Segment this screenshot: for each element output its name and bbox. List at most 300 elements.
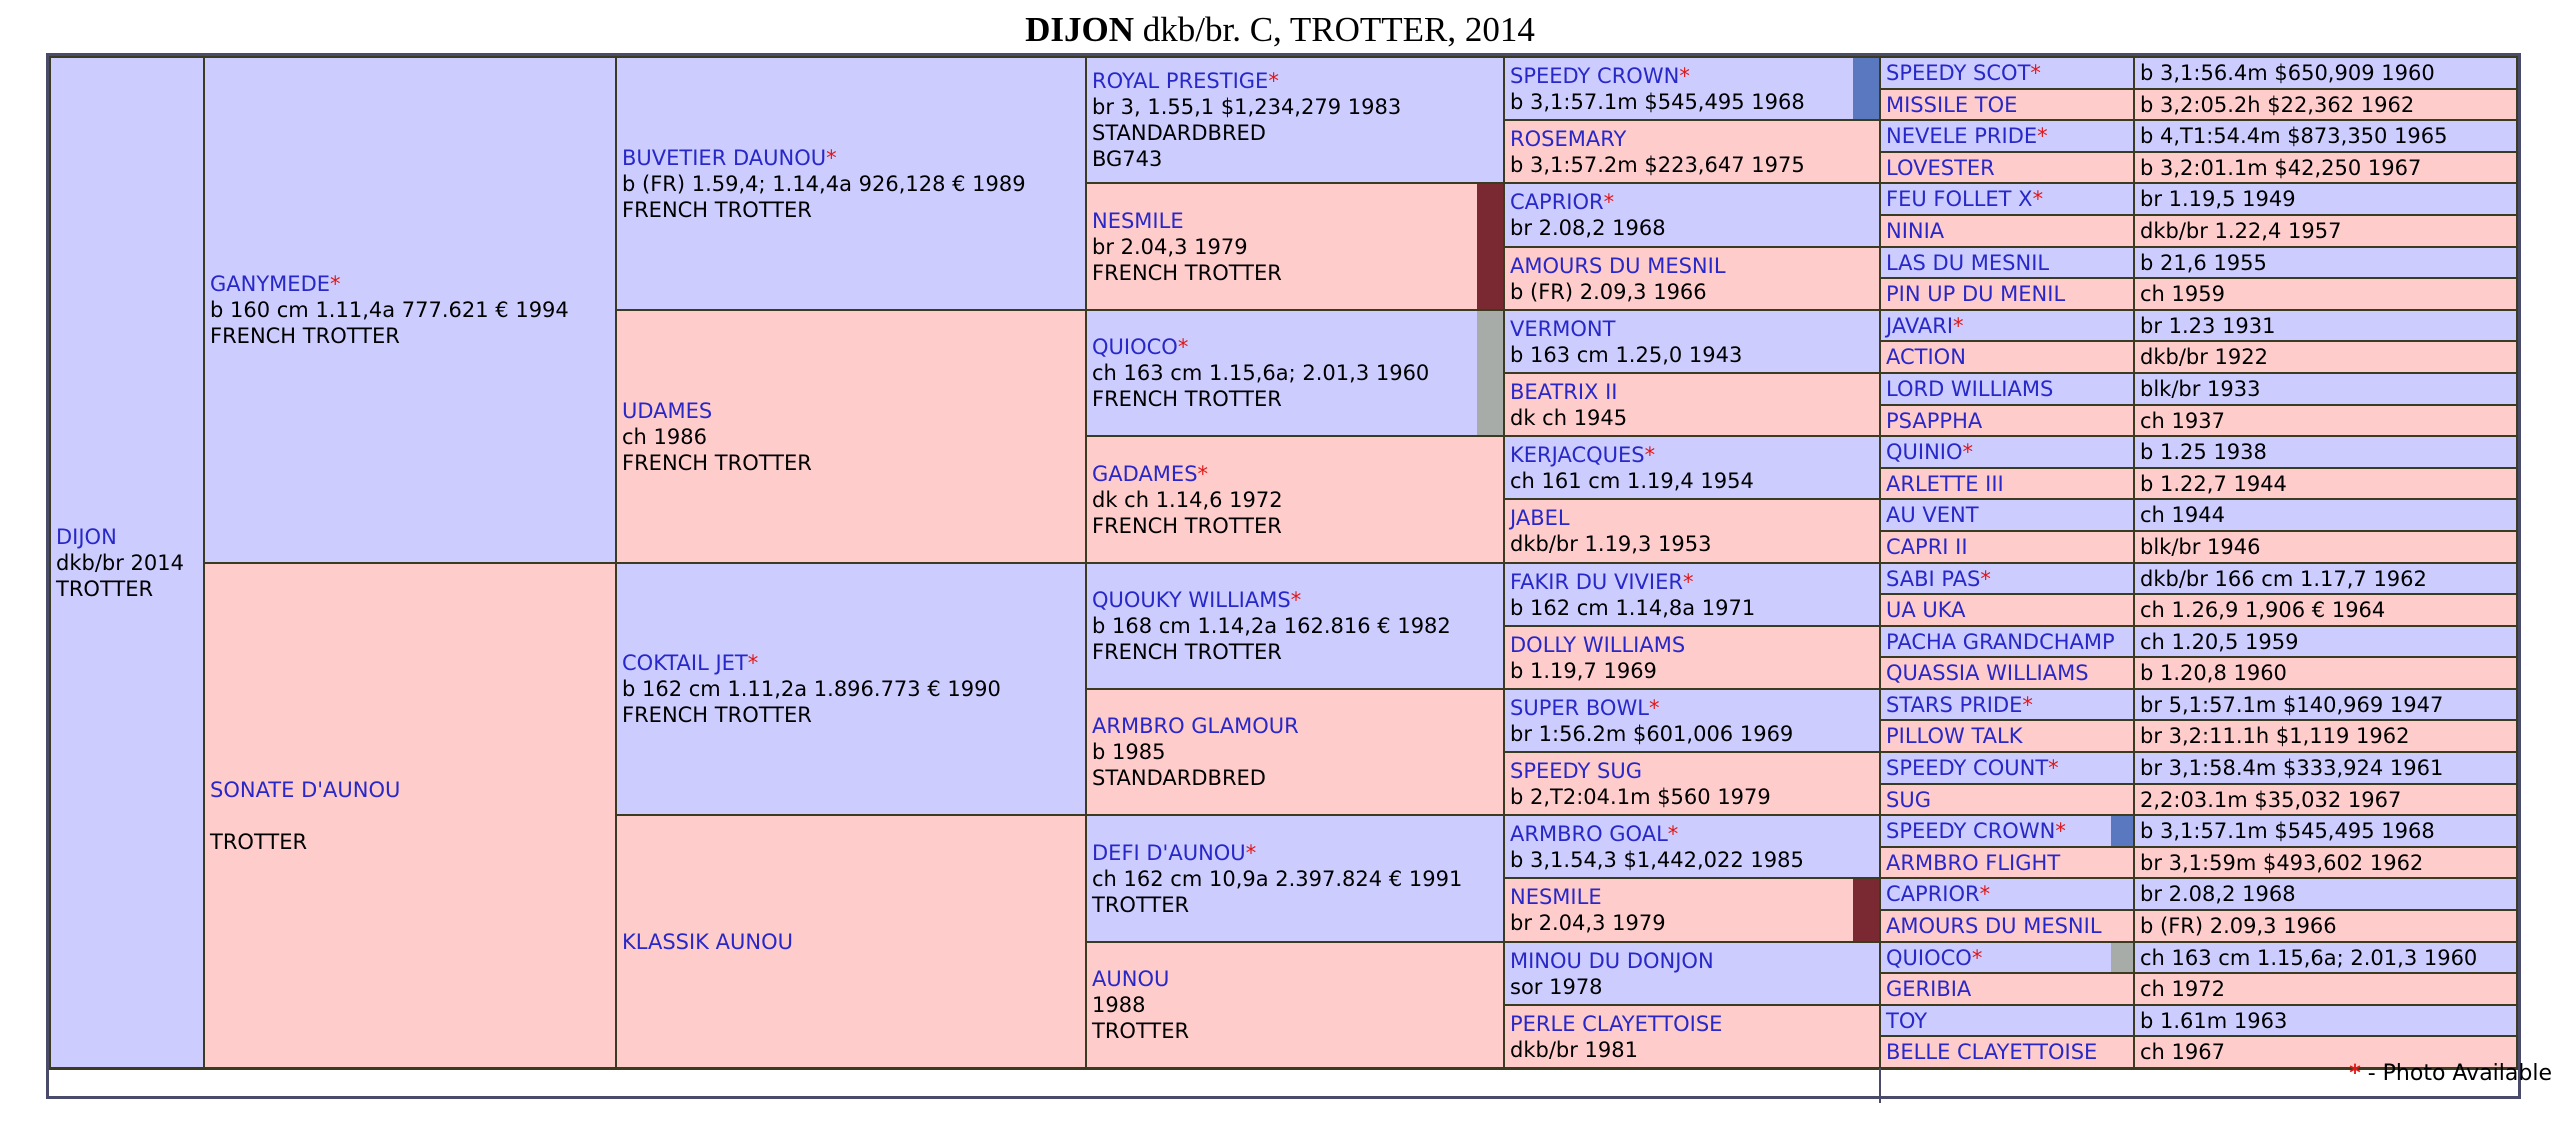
- gen5-cell: [1503, 1004, 1881, 1069]
- horse-detail-line: br 3, 1.55,1 $1,234,279 1983: [1092, 95, 1402, 119]
- horse-name-link[interactable]: QUIOCO: [1092, 335, 1178, 359]
- horse-detail-line: b 3,2:01.1m $42,250 1967: [2140, 155, 2422, 180]
- horse-entry: [1886, 250, 2129, 276]
- horse-name-line: [1886, 60, 2129, 86]
- horse-name-link[interactable]: FAKIR DU VIVIER: [1510, 569, 1683, 594]
- horse-name-link[interactable]: BUVETIER DAUNOU: [622, 145, 827, 170]
- horse-name-line: [1886, 976, 2129, 1002]
- horse-detail-line: TROTTER: [1092, 1019, 1190, 1043]
- horse-name-line: [1886, 818, 2129, 844]
- horse-name-link[interactable]: LORD WILLIAMS: [1886, 377, 2054, 401]
- horse-name-link[interactable]: LAS DU MESNIL: [1886, 250, 2050, 275]
- horse-name-line: [1886, 597, 2129, 623]
- horse-entry: [1510, 253, 1875, 305]
- horse-detail-line: b 3,1:56.4m $650,909 1960: [2140, 61, 2435, 85]
- horse-detail-line: b (FR) 1.59,4; 1.14,4a 926,128 € 1989: [622, 171, 1026, 196]
- gen6-name-cell: [1879, 941, 2135, 974]
- horse-entry: [1092, 966, 1499, 1044]
- horse-name-link[interactable]: GADAMES: [1092, 461, 1198, 486]
- gen6-name-cell: [1879, 467, 2135, 500]
- horse-detail-line: dkb/br 1922: [2140, 345, 2268, 369]
- horse-entry: [622, 398, 1081, 476]
- horse-entry: [2140, 471, 2512, 497]
- gen6-info-cell: [2133, 593, 2518, 627]
- horse-detail-line: b 160 cm 1.11,4a 777.621 € 1994: [210, 298, 569, 322]
- photo-star-icon: *: [826, 145, 837, 170]
- horse-entry: [2140, 723, 2512, 749]
- gen5-cell: [1503, 877, 1881, 943]
- horse-entry: [2140, 692, 2512, 718]
- gen6-name-cell: [1879, 214, 2135, 248]
- horse-entry: [2140, 566, 2512, 592]
- gen4-cell: [1085, 309, 1505, 437]
- horse-entry: [2140, 881, 2512, 907]
- horse-detail-line: BG743: [1092, 147, 1163, 171]
- horse-name-line: [1886, 566, 2129, 592]
- photo-legend-label: - Photo Available: [2360, 1061, 2552, 1086]
- horse-name-line: [1510, 569, 1875, 595]
- horse-entry: [1510, 632, 1875, 684]
- horse-detail-line: b 1.22,7 1944: [2140, 471, 2287, 496]
- horse-name-link[interactable]: NESMILE: [1092, 208, 1184, 233]
- horse-name-link[interactable]: VERMONT: [1510, 316, 1616, 341]
- horse-detail-line: dkb/br 2014: [56, 550, 184, 575]
- horse-name-link[interactable]: PACHA GRANDCHAMP: [1886, 629, 2115, 654]
- horse-entry: [1886, 1008, 2129, 1034]
- horse-entry: [1886, 976, 2129, 1002]
- horse-detail-line: b 1985: [1092, 740, 1166, 764]
- horse-name-link[interactable]: STARS PRIDE: [1886, 692, 2023, 717]
- horse-entry: [1886, 123, 2129, 149]
- horse-name-link[interactable]: NEVELE PRIDE: [1886, 124, 2038, 148]
- gen5-cell: [1503, 182, 1881, 248]
- horse-entry: [1886, 723, 2129, 749]
- horse-detail-line: ch 1967: [2140, 1040, 2225, 1064]
- horse-detail-line: br 1.23 1931: [2140, 313, 2276, 338]
- horse-name-line: [1510, 758, 1875, 784]
- horse-entry: [2140, 281, 2512, 307]
- photo-star-icon: *: [1644, 442, 1656, 467]
- gen6-name-cell: [1879, 688, 2135, 721]
- horse-detail-line: [210, 803, 611, 829]
- horse-entry: [2140, 155, 2512, 181]
- horse-entry: [1510, 505, 1875, 557]
- photo-star-icon: *: [1603, 190, 1615, 214]
- horse-entry: [2140, 1008, 2512, 1034]
- gen4-cell: [1085, 56, 1505, 184]
- horse-name-link[interactable]: ROYAL PRESTIGE: [1092, 69, 1269, 93]
- horse-name-line: [1886, 913, 2129, 939]
- horse-detail-line: br 5,1:57.1m $140,969 1947: [2140, 692, 2444, 717]
- horse-detail-line: br 2.08,2 1968: [1510, 216, 1666, 240]
- horse-name-link[interactable]: AMOURS DU MESNIL: [1510, 253, 1726, 278]
- photo-star-icon: *: [2048, 756, 2059, 780]
- photo-star-icon: *: [1962, 440, 1974, 464]
- gen6-info-cell: [2133, 151, 2518, 184]
- horse-name-line: [1886, 218, 2129, 244]
- horse-entry: [1510, 948, 1875, 1000]
- gen6-name-cell: [1879, 656, 2135, 690]
- horse-name-line: [1886, 534, 2129, 560]
- gen6-name-cell: [1879, 309, 2135, 342]
- horse-name-link[interactable]: PIN UP DU MENIL: [1886, 282, 2066, 306]
- gen5-cell: [1503, 56, 1881, 121]
- horse-detail-line: ch 1.26,9 1,906 € 1964: [2140, 598, 2386, 622]
- horse-name-link[interactable]: SPEEDY CROWN: [1886, 819, 2056, 843]
- gen6-name-cell: [1879, 751, 2135, 785]
- horse-detail-line: ch 162 cm 10,9a 2.397.824 € 1991: [1092, 866, 1463, 891]
- gen2-cell: [203, 562, 617, 1069]
- horse-name-line: [1886, 250, 2129, 276]
- horse-name-link[interactable]: ARLETTE III: [1886, 471, 2004, 496]
- horse-entry: [1886, 629, 2129, 655]
- horse-name-link[interactable]: KERJACQUES: [1510, 442, 1645, 467]
- horse-entry: [1510, 1011, 1875, 1063]
- horse-name-line: [1092, 334, 1499, 360]
- gen5-cell: [1503, 309, 1881, 374]
- horse-entry: [56, 524, 199, 602]
- horse-name-link[interactable]: QUASSIA WILLIAMS: [1886, 661, 2089, 685]
- horse-detail-line: ch 163 cm 1.15,6a; 2.01,3 1960: [2140, 945, 2478, 970]
- horse-name-link[interactable]: BELLE CLAYETTOISE: [1886, 1040, 2098, 1064]
- gen5-cell: [1503, 435, 1881, 500]
- gen4-cell: [1085, 182, 1505, 311]
- horse-name-link[interactable]: JABEL: [1510, 506, 1570, 530]
- gen5-cell: [1503, 688, 1881, 753]
- horse-detail-line: FRENCH TROTTER: [210, 324, 400, 348]
- horse-name-line: [1886, 502, 2129, 528]
- horse-detail-line: b 3,1:57.1m $545,495 1968: [2140, 819, 2435, 843]
- gen6-name-cell: [1879, 182, 2135, 216]
- horse-name-link[interactable]: ARMBRO GLAMOUR: [1092, 714, 1299, 738]
- horse-name-link[interactable]: SPEEDY CROWN: [1510, 63, 1680, 88]
- gen6-info-cell: [2133, 751, 2518, 785]
- page-title: [0, 8, 2560, 52]
- horse-entry: [2140, 913, 2512, 939]
- horse-entry: [2140, 439, 2512, 465]
- horse-name-line: [1510, 253, 1875, 279]
- gen6-info-cell: [2133, 1004, 2518, 1037]
- gen6-name-cell: [1879, 340, 2135, 374]
- horse-name-link[interactable]: SPEEDY SUG: [1510, 758, 1643, 783]
- horse-name-line: [1092, 840, 1499, 866]
- horse-detail-line: TROTTER: [210, 829, 308, 854]
- gen4-cell: [1085, 435, 1505, 564]
- title-horse-name: DIJON: [1025, 10, 1134, 49]
- horse-name-link[interactable]: KLASSIK AUNOU: [622, 929, 793, 954]
- horse-entry: [2140, 250, 2512, 276]
- horse-name-link[interactable]: SPEEDY COUNT: [1886, 756, 2049, 780]
- gen6-info-cell: [2133, 277, 2518, 311]
- horse-detail-line: br 3,1:58.4m $333,924 1961: [2140, 756, 2444, 780]
- horse-entry: [1886, 1039, 2129, 1065]
- horse-name-link[interactable]: NESMILE: [1510, 885, 1602, 909]
- horse-detail-line: b 3,1:57.2m $223,647 1975: [1510, 152, 1805, 177]
- horse-name-line: [622, 398, 1081, 424]
- gen6-name-cell: [1879, 593, 2135, 627]
- horse-detail-line: STANDARDBRED: [1092, 766, 1266, 790]
- horse-name-link[interactable]: PERLE CLAYETTOISE: [1510, 1011, 1723, 1036]
- pedigree-table: [46, 53, 2521, 1099]
- horse-entry: [1886, 502, 2129, 528]
- gen6-info-cell: [2133, 182, 2518, 216]
- horse-entry: [1886, 92, 2129, 118]
- gen6-name-cell: [1879, 277, 2135, 311]
- horse-name-link[interactable]: UDAMES: [622, 398, 713, 423]
- horse-name-line: [1510, 126, 1875, 152]
- horse-entry: [2140, 976, 2512, 1002]
- horse-name-link[interactable]: LOVESTER: [1886, 155, 1995, 180]
- horse-name-link[interactable]: DOLLY WILLIAMS: [1510, 632, 1686, 657]
- gen6-info-cell: [2133, 656, 2518, 690]
- horse-entry: [1886, 218, 2129, 244]
- horse-detail-line: ch 161 cm 1.19,4 1954: [1510, 468, 1754, 493]
- horse-name-line: [622, 145, 1081, 171]
- horse-name-line: [1886, 945, 2129, 971]
- horse-entry: [2140, 629, 2512, 655]
- gen6-name-cell: [1879, 625, 2135, 658]
- horse-name-line: [1886, 313, 2129, 339]
- horse-detail-line: FRENCH TROTTER: [622, 197, 812, 222]
- gen6-info-cell: [2133, 625, 2518, 658]
- photo-star-icon: *: [2032, 187, 2044, 211]
- horse-name-link[interactable]: CAPRI II: [1886, 535, 1968, 559]
- horse-detail-line: b 162 cm 1.11,2a 1.896.773 € 1990: [622, 677, 1001, 701]
- horse-detail-line: ch 163 cm 1.15,6a; 2.01,3 1960: [1092, 361, 1430, 385]
- horse-detail-line: br 3,1:59m $493,602 1962: [2140, 850, 2424, 875]
- gen2-cell: [203, 56, 617, 564]
- horse-entry: [2140, 787, 2512, 813]
- horse-entry: [2140, 92, 2512, 118]
- horse-name-link[interactable]: SONATE D'AUNOU: [210, 777, 401, 802]
- horse-detail-line: ch 1944: [2140, 503, 2225, 527]
- photo-star-icon: *: [2022, 692, 2033, 717]
- horse-entry: [2140, 534, 2512, 560]
- horse-name-link[interactable]: TOY: [1886, 1008, 1928, 1033]
- horse-name-link[interactable]: SPEEDY SCOT: [1886, 61, 2031, 85]
- horse-name-line: [1886, 281, 2129, 307]
- photo-star-icon: *: [1197, 461, 1209, 486]
- horse-name-link[interactable]: NINIA: [1886, 219, 1945, 243]
- horse-name-line: [1510, 821, 1875, 847]
- photo-star-icon: *: [2030, 61, 2041, 85]
- horse-name-link[interactable]: PSAPPHA: [1886, 408, 1983, 433]
- gen6-name-cell: [1879, 151, 2135, 184]
- horse-entry: [1092, 68, 1499, 172]
- photo-star-icon: *: [330, 272, 341, 296]
- horse-name-link[interactable]: DEFI D'AUNOU: [1092, 840, 1246, 865]
- horse-entry: [1886, 755, 2129, 781]
- horse-detail-line: b 21,6 1955: [2140, 250, 2267, 275]
- horse-detail-line: br 3,2:11.1h $1,119 1962: [2140, 724, 2410, 748]
- horse-detail-line: ch 1959: [2140, 282, 2225, 306]
- gen6-name-cell: [1879, 435, 2135, 469]
- horse-detail-line: br 2.04,3 1979: [1092, 234, 1248, 259]
- horse-detail-line: FRENCH TROTTER: [1092, 640, 1282, 664]
- horse-entry: [622, 929, 1081, 955]
- horse-name-link[interactable]: SUPER BOWL: [1510, 695, 1649, 720]
- horse-name-line: [1886, 186, 2129, 212]
- horse-name-link[interactable]: AUNOU: [1092, 967, 1170, 991]
- horse-name-link[interactable]: BEATRIX II: [1510, 379, 1618, 404]
- horse-name-line: [1886, 660, 2129, 686]
- horse-name-link[interactable]: SABI PAS: [1886, 566, 1981, 591]
- horse-name-link[interactable]: ACTION: [1886, 345, 1966, 369]
- horse-entry: [210, 271, 611, 349]
- horse-detail-line: dk ch 1.14,6 1972: [1092, 487, 1283, 512]
- horse-name-link[interactable]: ARMBRO FLIGHT: [1886, 850, 2061, 875]
- horse-name-line: [1886, 123, 2129, 149]
- horse-detail-line: b 2,T2:04.1m $560 1979: [1510, 784, 1771, 809]
- horse-entry: [2140, 313, 2512, 339]
- gen6-name-cell: [1879, 88, 2135, 121]
- horse-entry: [2140, 408, 2512, 434]
- horse-name-link[interactable]: FEU FOLLET X: [1886, 187, 2033, 211]
- photo-star-icon: *: [1682, 569, 1694, 594]
- gen5-cell: [1503, 562, 1881, 627]
- horse-name-line: [1510, 189, 1875, 215]
- gen6-name-cell: [1879, 1035, 2135, 1069]
- horse-detail-line: FRENCH TROTTER: [622, 703, 812, 727]
- horse-name-line: [1886, 723, 2129, 749]
- horse-name-line: [1886, 755, 2129, 781]
- horse-name-link[interactable]: DIJON: [56, 524, 117, 549]
- horse-name-link[interactable]: GERIBIA: [1886, 977, 1972, 1001]
- gen6-info-cell: [2133, 119, 2518, 153]
- horse-entry: [1510, 569, 1875, 621]
- horse-detail-line: ch 1937: [2140, 408, 2225, 433]
- horse-entry: [2140, 818, 2512, 844]
- horse-detail-line: dkb/br 166 cm 1.17,7 1962: [2140, 566, 2427, 591]
- gen6-info-cell: [2133, 941, 2518, 974]
- horse-entry: [1886, 913, 2129, 939]
- horse-entry: [1510, 821, 1875, 873]
- horse-entry: [1886, 660, 2129, 686]
- horse-name-line: [1886, 376, 2129, 402]
- horse-entry: [622, 650, 1081, 728]
- photo-star-icon: *: [2055, 819, 2066, 843]
- horse-detail-line: b 1.61m 1963: [2140, 1008, 2288, 1033]
- horse-detail-line: dk ch 1945: [1510, 405, 1628, 430]
- gen6-info-cell: [2133, 783, 2518, 816]
- photo-star-icon: *: [1268, 69, 1279, 93]
- gen6-info-cell: [2133, 372, 2518, 406]
- gen6-name-cell: [1879, 404, 2135, 437]
- horse-name-link[interactable]: AU VENT: [1886, 503, 1979, 527]
- gen6-name-cell: [1879, 909, 2135, 943]
- gen5-cell: [1503, 814, 1881, 879]
- horse-name-link[interactable]: SUG: [1886, 787, 1931, 812]
- photo-star-icon: *: [2349, 1061, 2361, 1086]
- gen5-cell: [1503, 751, 1881, 816]
- photo-star-icon: *: [1679, 63, 1690, 88]
- horse-name-line: [1092, 587, 1499, 613]
- horse-detail-line: br 2.04,3 1979: [1510, 911, 1666, 935]
- horse-name-line: [1092, 713, 1499, 739]
- horse-name-link[interactable]: CAPRIOR: [1510, 190, 1604, 214]
- gen6-info-cell: [2133, 309, 2518, 342]
- horse-name-link[interactable]: AMOURS DU MESNIL: [1886, 914, 2102, 938]
- horse-entry: [2140, 660, 2512, 686]
- horse-entry: [2140, 945, 2512, 971]
- horse-name-link[interactable]: QUINIO: [1886, 440, 1963, 464]
- horse-name-line: [1886, 692, 2129, 718]
- horse-entry: [1092, 461, 1499, 539]
- gen6-info-cell: [2133, 530, 2518, 564]
- horse-detail-line: blk/br 1946: [2140, 535, 2261, 559]
- horse-entry: [1886, 186, 2129, 212]
- gen6-info-cell: [2133, 435, 2518, 469]
- photo-star-icon: *: [2037, 124, 2048, 148]
- horse-entry: [1886, 945, 2129, 971]
- gen6-name-cell: [1879, 56, 2135, 90]
- horse-detail-line: TROTTER: [1092, 892, 1190, 917]
- inbreeding-marker: [1853, 879, 1879, 941]
- horse-entry: [1886, 408, 2129, 434]
- horse-name-link[interactable]: COKTAIL JET: [622, 651, 748, 675]
- horse-name-link[interactable]: PILLOW TALK: [1886, 724, 2023, 748]
- horse-detail-line: 1988: [1092, 993, 1146, 1017]
- horse-name-link[interactable]: ARMBRO GOAL: [1510, 821, 1668, 846]
- horse-name-link[interactable]: GANYMEDE: [210, 272, 331, 296]
- horse-entry: [1886, 534, 2129, 560]
- title-horse-details: dkb/br. C, TROTTER, 2014: [1142, 10, 1535, 49]
- gen6-name-cell: [1879, 372, 2135, 406]
- horse-detail-line: b (FR) 2.09,3 1966: [1510, 279, 1707, 304]
- horse-entry: [1092, 713, 1499, 791]
- horse-name-link[interactable]: QUIOCO: [1886, 945, 1972, 970]
- horse-name-link[interactable]: UA UKA: [1886, 598, 1966, 622]
- photo-star-icon: *: [1667, 821, 1679, 846]
- horse-entry: [1510, 189, 1875, 241]
- horse-detail-line: b (FR) 2.09,3 1966: [2140, 914, 2337, 938]
- horse-name-line: [1510, 695, 1875, 721]
- horse-detail-line: FRENCH TROTTER: [622, 450, 812, 475]
- horse-detail-line: ch 1.20,5 1959: [2140, 629, 2299, 654]
- horse-detail-line: FRENCH TROTTER: [1092, 260, 1282, 285]
- horse-entry: [1092, 587, 1499, 665]
- horse-detail-line: br 1:56.2m $601,006 1969: [1510, 721, 1794, 746]
- horse-name-link[interactable]: QUOUKY WILLIAMS: [1092, 588, 1291, 612]
- horse-name-link[interactable]: MINOU DU DONJON: [1510, 948, 1714, 973]
- horse-name-link[interactable]: ROSEMARY: [1510, 126, 1627, 151]
- gen3-cell: [615, 814, 1087, 1069]
- footer-column-divider: [1879, 1068, 1881, 1103]
- horse-entry: [1886, 376, 2129, 402]
- gen6-info-cell: [2133, 562, 2518, 595]
- horse-entry: [1886, 881, 2129, 907]
- horse-entry: [1510, 126, 1875, 178]
- gen6-name-cell: [1879, 246, 2135, 279]
- horse-name-link[interactable]: MISSILE TOE: [1886, 92, 2018, 117]
- horse-name-line: [1510, 505, 1875, 531]
- inbreeding-marker: [1853, 58, 1879, 119]
- horse-entry: [2140, 60, 2512, 86]
- horse-detail-line: sor 1978: [1510, 974, 1603, 999]
- horse-entry: [1886, 566, 2129, 592]
- horse-entry: [1886, 787, 2129, 813]
- gen5-cell: [1503, 625, 1881, 690]
- inbreeding-marker: [2111, 816, 2133, 846]
- gen6-info-cell: [2133, 246, 2518, 279]
- horse-name-line: [1510, 948, 1875, 974]
- horse-name-link[interactable]: CAPRIOR: [1886, 882, 1980, 906]
- horse-name-link[interactable]: JAVARI: [1886, 313, 1954, 338]
- horse-detail-line: b 3,1.54,3 $1,442,022 1985: [1510, 847, 1804, 872]
- gen6-info-cell: [2133, 814, 2518, 848]
- horse-entry: [1510, 379, 1875, 431]
- horse-entry: [1510, 758, 1875, 810]
